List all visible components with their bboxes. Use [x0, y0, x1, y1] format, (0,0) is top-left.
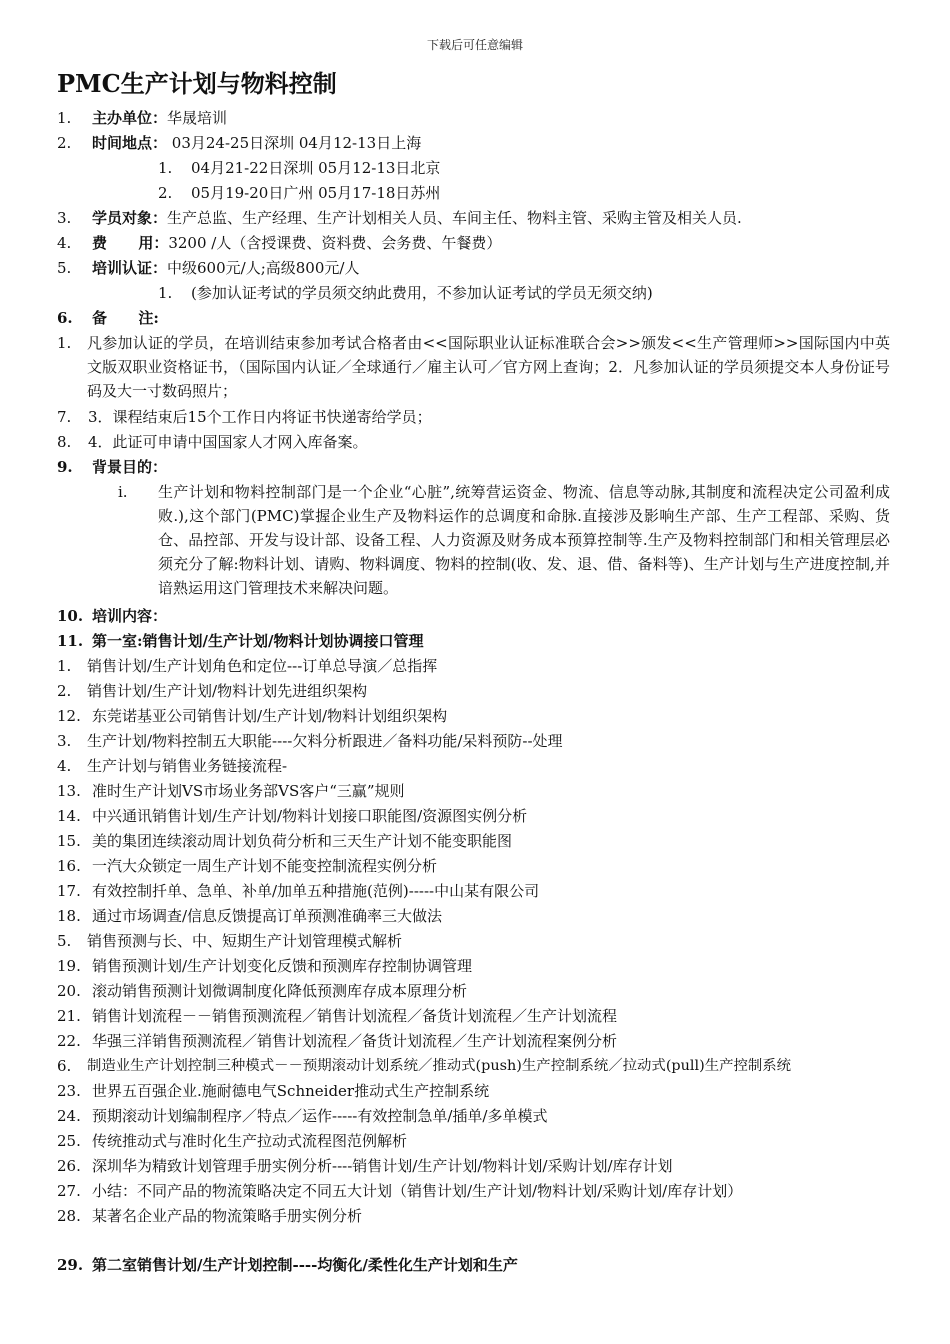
document-title: PMC生产计划与物料控制: [57, 69, 337, 98]
paragraph: 生产计划和物料控制部门是一个企业“心脏”,统筹营运资金、物流、信息等动脉,其制度和流程决定公司盈利成败.),这个部门(PMC)掌握企业生产及物料运作的总调度和命脉.直接涉及影响生产部、生产工程部、采购、货仓、品控部、开发与设计部、设备工程、人力资源及财务成本预算控制等.生产及物料控制部门和相关管理层必须充分了解:物料计划、请购、物料调度、物料的控制(收、发、退、借、备料等)、生产计划与生产进度控制,并谙熟运用这门管理技术来解决问题。: [158, 483, 890, 597]
header-note: 下载后可任意编辑: [426, 38, 523, 52]
paragraph: 凡参加认证的学员，在培训结束参加考试合格者由<<国际职业认证标准联合会>>颁发<<生产管理师>>国际国内中英文版双职业资格证书，（国际国内认证／全球通行／雇主认可／官方网上查询；2．凡参加认证的学员须提交本人身份证号码及大一寸数码照片；: [87, 334, 890, 400]
document-page: 下载后可任意编辑 PMC生产计划与物料控制 1. 主办单位：华晟培训 2. 时间地点： 03月24-25日深圳 04月12-13日上海 1. 04月21-22日深圳 05月12-13日北京 2. 05月19-20日广州 05月17-18日苏州 3. 学员对象：生产总监、生产经理、生产计划相关人员、车间主任、物料主管、采购主管及相关人员. 4. 费 用：3200 /人（含授课费、资料费、会务费、午餐费） 5. 培训认证：中级600元/人;高级800元/人 1. (参加认证考试的学员须交纳此费用，不参加认证考试的学员无须交纳) 6. 备 注: 1. 凡参加认证的学员，在培训结束参加考试合格者由<<国际职业认证标准联合会>>颁发<<生产管理师>>国际国内中英文版双职业资格证书，（国际国内认证／全球通行／雇主认可／官方网上查询；2．凡参加认证的学员须提交本人身份证号码及大一寸数码照片； 7. 3．课程结束后15个工作日内将证书快递寄给学员； 8. 4．此证可申请中国国家人才网入库备案。 9. 背景目的： i. 生产计划和物料控制部门是一个企业“心脏”,统筹营运资金、物流、信息等动脉,其制度和流程决定公司盈利成败.),这个部门(PMC)掌握企业生产及物料运作的总调度和命脉.直接涉及影响生产部、生产工程部、采购、货仓、品控部、开发与设计部、设备工程、人力资源及财务成本预算控制等.生产及物料控制部门和相关管理层必须充分了解:物料计划、请购、物料调度、物料的控制(收、发、退、借、备料等)、生产计划与生产进度控制,并谙熟运用这门管理技术来解决问题。 10. 培训内容： 11. 第一室:销售计划/生产计划/物料计划协调接口管理 1. 销售计划/生产计划角色和定位---订单总导演／总指挥 2. 销售计划/生产计划/物料计划先进组织架构 12. 东莞诺基亚公司销售计划/生产计划/物料计划组织架构 3. 生产计划/物料控制五大职能----欠料分析跟进／备料功能/呆料预防--处理 4. 生产计划与销售业务链接流程- 13. 准时生产计划VS市场业务部VS客户“三赢”规则 14. 中兴通讯销售计划/生产计划/物料计划接口职能图/资源图实例分析 15. 美的集团连续滚动周计划负荷分析和三天生产计划不能变职能图 16. 一汽大众锁定一周生产计划不能变控制流程实例分析 17. 有效控制扦单、急单、补单/加单五种措施(范例)-----中山某有限公司 18. 通过市场调查/信息反馈提高订单预测准确率三大做法 5. 销售预测与长、中、短期生产计划管理模式解析 19. 销售预测计划/生产计划变化反馈和预测库存控制协调管理 20. 滚动销售预测计划微调制度化降低预测库存成本原理分析 21. 销售计划流程－－销售预测流程／销售计划流程／备货计划流程／生产计划流程 22. 华强三洋销售预测流程／销售计划流程／备货计划流程／生产计划流程案例分析 6. 制造业生产计划控制三种模式－－预期滚动计划系统／推动式(push)生产控制系统／拉动式(pull)生产控制系统 23. 世界五百强企业.施耐德电气Schneider推动式生产控制系统 24. 预期滚动计划编制程序／特点／运作-----有效控制急单/插单/多单模式 25. 传统推动式与准时化生产拉动式流程图范例解析 26. 深圳华为精致计划管理手册实例分析----销售计划/生产计划/物料计划/采购计划/库存计划 27. 小结：不同产品的物流策略决定不同五大计划（销售计划/生产计划/物料计划/采购计划/库存计划） 28. 某著名企业产品的物流策略手册实例分析 29. 第二室销售计划/生产计划控制----均衡化/柔性化生产计划和生产: [0, 0, 950, 1344]
